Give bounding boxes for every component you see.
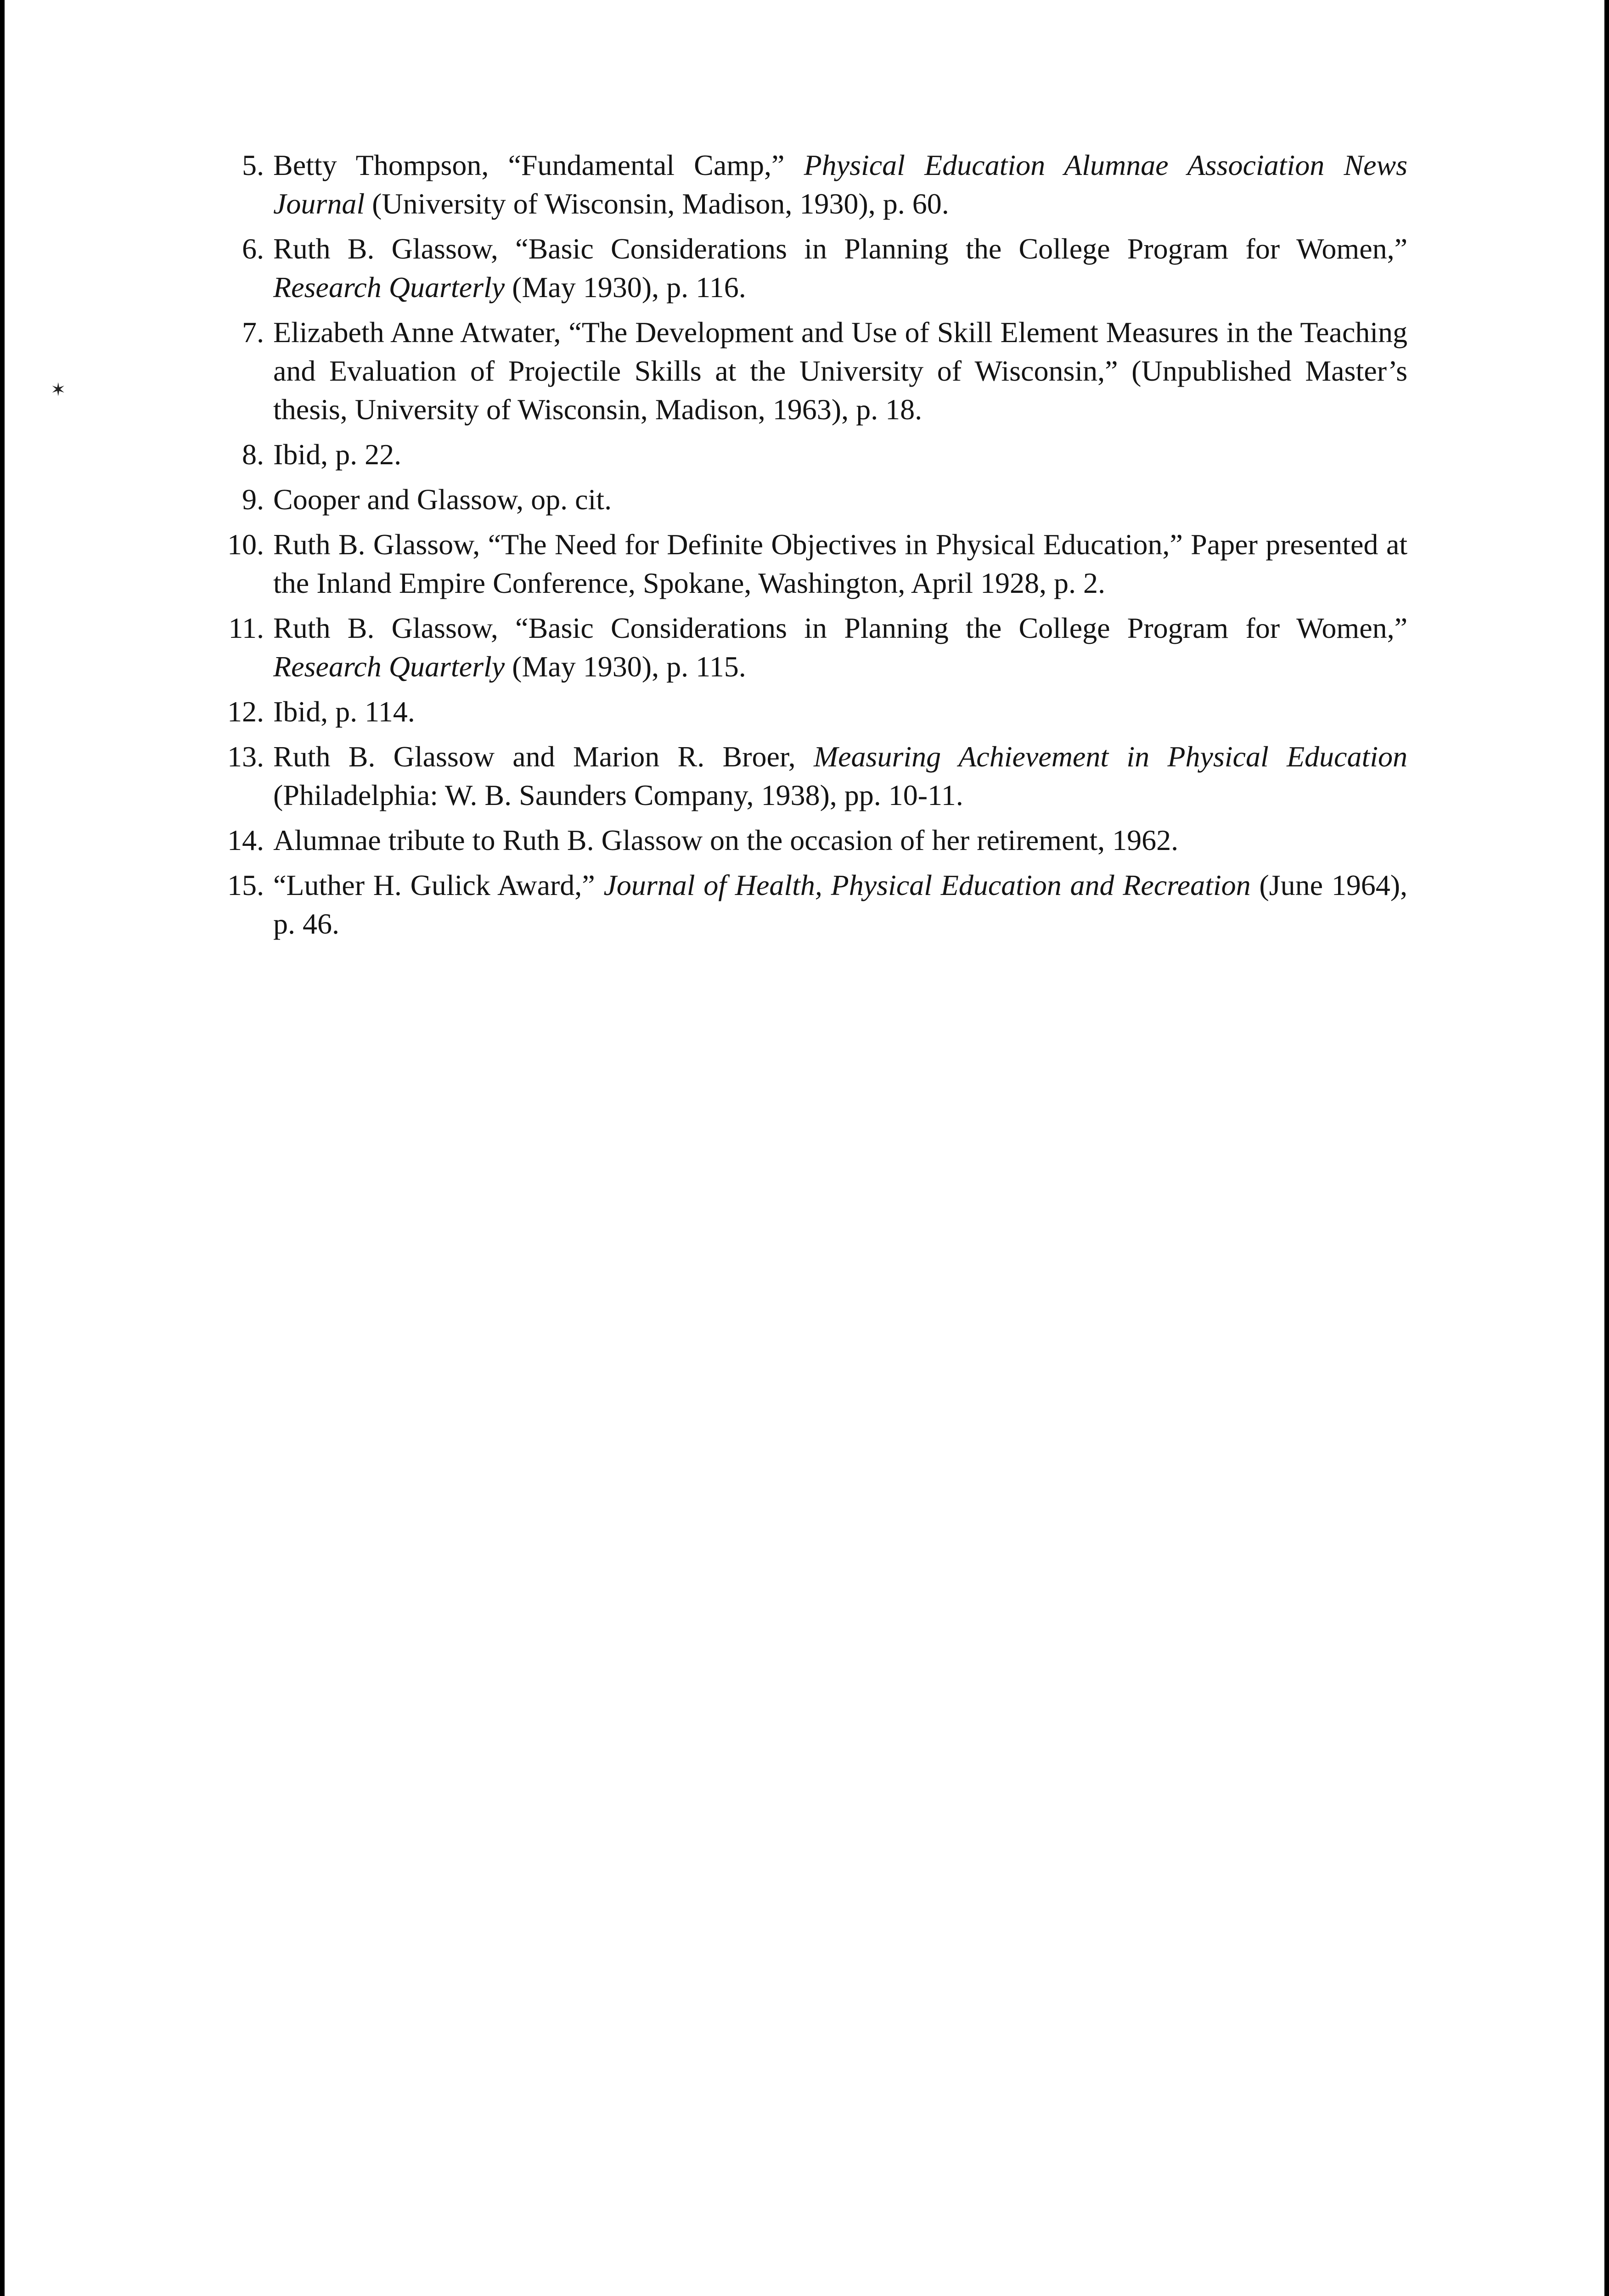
endnote-number: 5. [242, 149, 264, 181]
endnote-number: 15. [227, 869, 264, 901]
endnote-item [209, 525, 1407, 602]
endnote-item [209, 821, 1407, 860]
endnote-number: 13. [227, 740, 264, 773]
endnote-text: (May 1930), p. 115. [505, 650, 746, 683]
endnote-text: Betty Thompson, “Fundamental Camp,” [273, 149, 804, 181]
scan-edge-right [1604, 0, 1609, 2296]
endnote-number: 12. [227, 695, 264, 728]
endnote-item [209, 435, 1407, 474]
endnote-text: Ibid, p. 114. [273, 695, 415, 728]
endnote-text: Ruth B. Glassow and Marion R. Broer, [273, 740, 814, 773]
endnote-number: 7. [242, 316, 264, 349]
endnote-item [209, 866, 1407, 943]
endnote-title-italic: Measuring Achievement in Physical Education [813, 740, 1408, 773]
endnote-item [209, 313, 1407, 429]
scan-edge-left [0, 0, 5, 2296]
endnote-item [209, 230, 1407, 307]
endnote-text: Ruth B. Glassow, “The Need for Definite Objectives in Physical Education,” Paper presented at the Inland Empire Conference, Spokane, Washington, April 1928, p. 2. [273, 528, 1407, 599]
endnote-text: Elizabeth Anne Atwater, “The Development and Use of Skill Element Measures in the Teaching and Evaluation of Projectile Skills at the University of Wisconsin,” (Unpublished Master’s thesis, University of Wisconsin, Madison, 1963), p. 18. [273, 316, 1407, 426]
endnote-title-italic: Research Quarterly [273, 650, 505, 683]
endnote-text: “Luther H. Gulick Award,” [273, 869, 604, 901]
endnote-item [209, 692, 1407, 731]
endnote-text: Ibid, p. 22. [273, 438, 402, 471]
endnote-number: 14. [227, 824, 264, 856]
endnote-text: (University of Wisconsin, Madison, 1930), p. 60. [365, 187, 949, 220]
endnote-item [209, 480, 1407, 519]
endnote-item [209, 737, 1407, 815]
endnote-item [209, 146, 1407, 223]
endnotes-list [209, 146, 1407, 950]
endnote-text: (June 1964), p. 46. [273, 869, 1408, 940]
endnote-text: Ruth B. Glassow, “Basic Considerations in Planning the College Program for Women,” [273, 612, 1407, 644]
endnote-number: 9. [242, 483, 264, 516]
endnote-number: 10. [227, 528, 264, 561]
endnote-text: (Philadelphia: W. B. Saunders Company, 1938), pp. 10-11. [273, 779, 963, 811]
endnote-text: Alumnae tribute to Ruth B. Glassow on the occasion of her retirement, 1962. [273, 824, 1179, 856]
endnote-text: (May 1930), p. 116. [505, 271, 746, 304]
endnote-number: 8. [242, 438, 264, 471]
stray-ink-mark: ✶ [51, 379, 66, 400]
endnote-text: Ruth B. Glassow, “Basic Considerations in Planning the College Program for Women,” [273, 232, 1407, 265]
endnote-title-italic: Research Quarterly [273, 271, 505, 304]
endnote-number: 6. [242, 232, 264, 265]
endnote-text: Cooper and Glassow, op. cit. [273, 483, 612, 516]
endnote-title-italic: Journal of Health, Physical Education and Recreation [603, 869, 1251, 901]
endnote-title-italic: Physical Education Alumnae Association News Journal [273, 149, 1407, 220]
endnote-item [209, 609, 1407, 686]
endnote-number: 11. [228, 612, 264, 644]
